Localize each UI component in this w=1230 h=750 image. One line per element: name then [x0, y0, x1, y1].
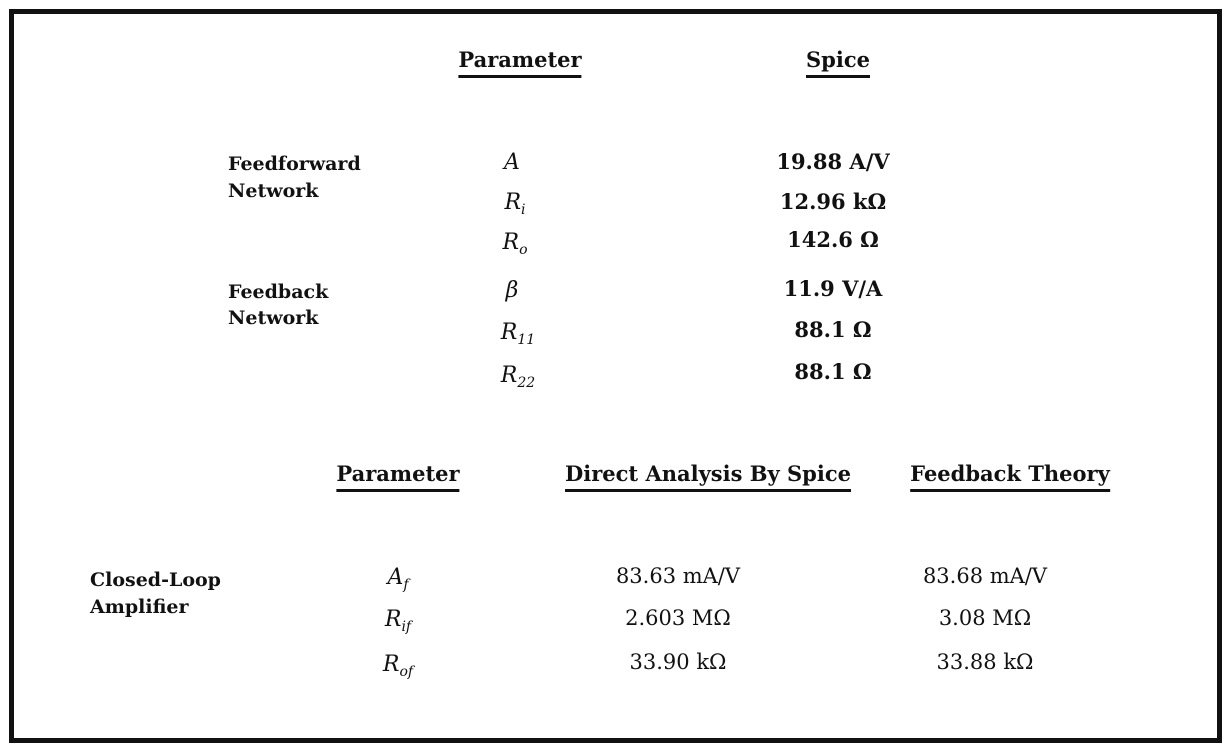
param-symbol: $R_{if}$	[384, 607, 412, 635]
group-label-line: Network	[228, 307, 319, 329]
direct-value: 83.63 mA/V	[615, 564, 741, 588]
table2-header-parameter: Parameter	[336, 462, 459, 492]
spice-value: 142.6 Ω	[787, 227, 879, 252]
group-label-line: Feedback	[228, 281, 329, 303]
group-label-line: Amplifier	[90, 596, 189, 618]
group-label-line: Feedforward	[228, 153, 361, 175]
table2-header-theory: Feedback Theory	[910, 462, 1110, 492]
table1-header-spice: Spice	[806, 48, 870, 78]
direct-value: 2.603 MΩ	[625, 606, 731, 630]
theory-value: 83.68 mA/V	[922, 564, 1048, 588]
direct-value: 33.90 kΩ	[629, 650, 727, 674]
theory-value: 33.88 kΩ	[936, 650, 1034, 674]
param-symbol: β	[505, 278, 519, 303]
param-symbol: A	[504, 150, 520, 175]
spice-value: 88.1 Ω	[794, 359, 872, 384]
param-symbol: $R_{of}$	[382, 652, 414, 680]
spice-value: 19.88 A/V	[776, 149, 890, 174]
param-symbol: $R_{11}$	[500, 320, 536, 348]
table2-header-direct: Direct Analysis By Spice	[565, 462, 851, 492]
theory-value: 3.08 MΩ	[938, 606, 1032, 630]
param-symbol: $R_i$	[504, 190, 526, 218]
spice-value: 12.96 kΩ	[779, 189, 887, 214]
spice-value: 88.1 Ω	[794, 317, 872, 342]
param-symbol: $R_o$	[502, 230, 528, 258]
table-frame	[9, 9, 1222, 743]
param-symbol: $R_{22}$	[500, 363, 536, 391]
group-label-line: Closed-Loop	[90, 569, 221, 591]
param-symbol: $A_f$	[387, 565, 409, 593]
group-label-line: Network	[228, 180, 319, 202]
spice-value: 11.9 V/A	[783, 276, 883, 301]
table1-header-parameter: Parameter	[458, 48, 581, 78]
